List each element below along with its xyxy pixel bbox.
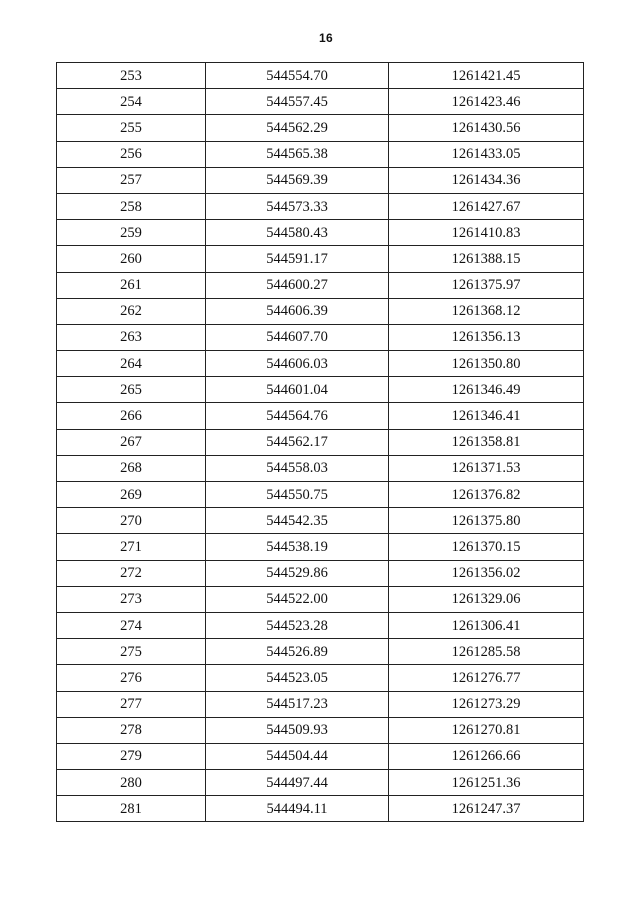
y-coordinate-cell: 1261270.81	[389, 717, 584, 743]
y-coordinate-cell: 1261371.53	[389, 455, 584, 481]
x-coordinate-cell: 544523.28	[206, 612, 389, 638]
point-number-cell: 276	[57, 665, 206, 691]
point-number-cell: 255	[57, 115, 206, 141]
y-coordinate-cell: 1261433.05	[389, 141, 584, 167]
x-coordinate-cell: 544607.70	[206, 324, 389, 350]
x-coordinate-cell: 544529.86	[206, 560, 389, 586]
x-coordinate-cell: 544558.03	[206, 455, 389, 481]
point-number-cell: 281	[57, 796, 206, 822]
point-number-cell: 273	[57, 586, 206, 612]
y-coordinate-cell: 1261421.45	[389, 63, 584, 89]
point-number-cell: 277	[57, 691, 206, 717]
y-coordinate-cell: 1261370.15	[389, 534, 584, 560]
point-number-cell: 259	[57, 220, 206, 246]
table-row	[57, 89, 584, 115]
table-row	[57, 377, 584, 403]
x-coordinate-cell: 544523.05	[206, 665, 389, 691]
point-number-cell: 278	[57, 717, 206, 743]
table-row	[57, 639, 584, 665]
x-coordinate-cell: 544606.03	[206, 351, 389, 377]
table-row	[57, 534, 584, 560]
point-number-cell: 263	[57, 324, 206, 350]
table-row	[57, 508, 584, 534]
point-number-cell: 264	[57, 351, 206, 377]
point-number-cell: 279	[57, 743, 206, 769]
y-coordinate-cell: 1261266.66	[389, 743, 584, 769]
y-coordinate-cell: 1261410.83	[389, 220, 584, 246]
y-coordinate-cell: 1261375.80	[389, 508, 584, 534]
y-coordinate-cell: 1261358.81	[389, 429, 584, 455]
coordinates-table	[56, 62, 584, 822]
point-number-cell: 267	[57, 429, 206, 455]
point-number-cell: 272	[57, 560, 206, 586]
table-row	[57, 167, 584, 193]
y-coordinate-cell: 1261356.02	[389, 560, 584, 586]
table-row	[57, 193, 584, 219]
y-coordinate-cell: 1261329.06	[389, 586, 584, 612]
x-coordinate-cell: 544562.17	[206, 429, 389, 455]
table-row	[57, 115, 584, 141]
table-row	[57, 796, 584, 822]
point-number-cell: 258	[57, 193, 206, 219]
y-coordinate-cell: 1261434.36	[389, 167, 584, 193]
table-row	[57, 482, 584, 508]
page-number: 16	[319, 31, 333, 45]
y-coordinate-cell: 1261423.46	[389, 89, 584, 115]
table-row	[57, 141, 584, 167]
y-coordinate-cell: 1261251.36	[389, 770, 584, 796]
y-coordinate-cell: 1261430.56	[389, 115, 584, 141]
x-coordinate-cell: 544601.04	[206, 377, 389, 403]
x-coordinate-cell: 544504.44	[206, 743, 389, 769]
coordinates-table-body	[57, 63, 584, 822]
point-number-cell: 274	[57, 612, 206, 638]
table-row	[57, 429, 584, 455]
point-number-cell: 260	[57, 246, 206, 272]
y-coordinate-cell: 1261350.80	[389, 351, 584, 377]
y-coordinate-cell: 1261368.12	[389, 298, 584, 324]
y-coordinate-cell: 1261356.13	[389, 324, 584, 350]
x-coordinate-cell: 544554.70	[206, 63, 389, 89]
x-coordinate-cell: 544569.39	[206, 167, 389, 193]
point-number-cell: 271	[57, 534, 206, 560]
y-coordinate-cell: 1261388.15	[389, 246, 584, 272]
x-coordinate-cell: 544517.23	[206, 691, 389, 717]
table-row	[57, 220, 584, 246]
x-coordinate-cell: 544600.27	[206, 272, 389, 298]
y-coordinate-cell: 1261306.41	[389, 612, 584, 638]
y-coordinate-cell: 1261427.67	[389, 193, 584, 219]
table-row	[57, 770, 584, 796]
point-number-cell: 269	[57, 482, 206, 508]
x-coordinate-cell: 544550.75	[206, 482, 389, 508]
table-row	[57, 324, 584, 350]
x-coordinate-cell: 544591.17	[206, 246, 389, 272]
x-coordinate-cell: 544522.00	[206, 586, 389, 612]
x-coordinate-cell: 544580.43	[206, 220, 389, 246]
table-row	[57, 743, 584, 769]
table-row	[57, 351, 584, 377]
point-number-cell: 268	[57, 455, 206, 481]
x-coordinate-cell: 544538.19	[206, 534, 389, 560]
x-coordinate-cell: 544562.29	[206, 115, 389, 141]
table-row	[57, 586, 584, 612]
table-row	[57, 63, 584, 89]
y-coordinate-cell: 1261346.49	[389, 377, 584, 403]
point-number-cell: 261	[57, 272, 206, 298]
x-coordinate-cell: 544557.45	[206, 89, 389, 115]
x-coordinate-cell: 544606.39	[206, 298, 389, 324]
table-row	[57, 455, 584, 481]
table-row	[57, 691, 584, 717]
x-coordinate-cell: 544509.93	[206, 717, 389, 743]
y-coordinate-cell: 1261273.29	[389, 691, 584, 717]
x-coordinate-cell: 544497.44	[206, 770, 389, 796]
point-number-cell: 253	[57, 63, 206, 89]
y-coordinate-cell: 1261285.58	[389, 639, 584, 665]
table-row	[57, 665, 584, 691]
point-number-cell: 275	[57, 639, 206, 665]
table-row	[57, 246, 584, 272]
x-coordinate-cell: 544526.89	[206, 639, 389, 665]
y-coordinate-cell: 1261247.37	[389, 796, 584, 822]
y-coordinate-cell: 1261346.41	[389, 403, 584, 429]
table-row	[57, 298, 584, 324]
table-row	[57, 272, 584, 298]
x-coordinate-cell: 544565.38	[206, 141, 389, 167]
point-number-cell: 280	[57, 770, 206, 796]
x-coordinate-cell: 544542.35	[206, 508, 389, 534]
table-row	[57, 403, 584, 429]
point-number-cell: 254	[57, 89, 206, 115]
x-coordinate-cell: 544494.11	[206, 796, 389, 822]
point-number-cell: 265	[57, 377, 206, 403]
y-coordinate-cell: 1261375.97	[389, 272, 584, 298]
point-number-cell: 257	[57, 167, 206, 193]
point-number-cell: 270	[57, 508, 206, 534]
y-coordinate-cell: 1261376.82	[389, 482, 584, 508]
point-number-cell: 266	[57, 403, 206, 429]
table-row	[57, 560, 584, 586]
table-row	[57, 717, 584, 743]
point-number-cell: 256	[57, 141, 206, 167]
x-coordinate-cell: 544573.33	[206, 193, 389, 219]
x-coordinate-cell: 544564.76	[206, 403, 389, 429]
y-coordinate-cell: 1261276.77	[389, 665, 584, 691]
point-number-cell: 262	[57, 298, 206, 324]
table-row	[57, 612, 584, 638]
